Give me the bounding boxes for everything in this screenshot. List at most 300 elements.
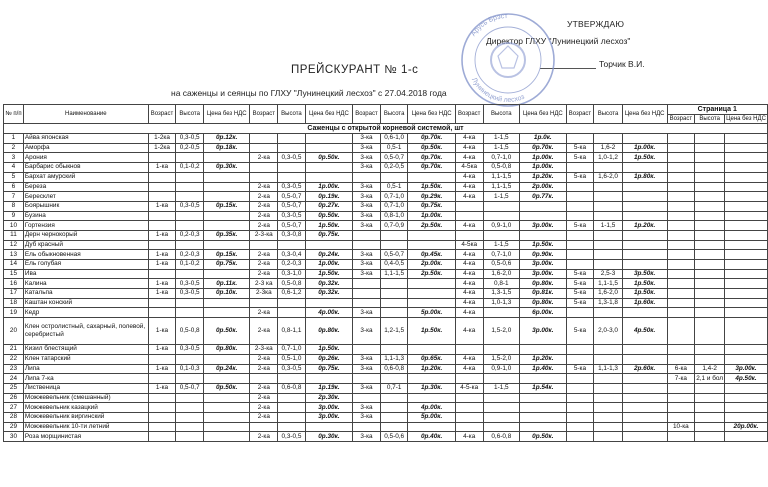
age-cell: 2-ка	[250, 364, 278, 374]
age-cell: 5-ка	[566, 143, 594, 153]
price-cell: 1р.54к.	[520, 383, 567, 393]
age-cell: 4-5ка	[455, 240, 483, 250]
height-cell: 0,3-0,8	[278, 230, 306, 240]
row-number: 22	[4, 354, 24, 364]
svg-text:Лунинецкий лесхоз	[470, 77, 526, 104]
col-header-price: Цена без НДС	[305, 105, 352, 124]
age-cell: 7-ка	[667, 374, 695, 384]
age-cell	[667, 260, 695, 270]
table-row	[4, 250, 768, 260]
row-number: 28	[4, 412, 24, 422]
col-header-age: Возраст	[566, 105, 594, 124]
height-cell	[695, 192, 725, 202]
plant-name: Можжевельник 10-ти летний	[23, 422, 148, 432]
price-cell: 0р.75к.	[203, 260, 250, 270]
age-cell	[667, 201, 695, 211]
plant-name: Ель обыкновенная	[23, 250, 148, 260]
price-cell	[203, 393, 250, 403]
height-cell: 0,6-1,0	[380, 134, 408, 144]
height-cell: 1,6-2,0	[594, 172, 622, 182]
price-cell: 0р.15к.	[203, 201, 250, 211]
svg-text:Арусь Брэст	[470, 13, 508, 38]
table-row	[4, 318, 768, 345]
age-cell	[455, 230, 483, 240]
age-cell	[566, 345, 594, 355]
official-seal-icon	[438, 6, 578, 110]
age-cell: 4-ка	[455, 260, 483, 270]
page-subtitle: на саженцы и сеянцы по ГЛХУ "Лунинецкий лесхоз" с 27.04.2018 года	[171, 88, 447, 98]
age-cell: 4-ка	[455, 192, 483, 202]
height-cell	[695, 298, 725, 308]
price-cell: 1р.50к.	[622, 153, 667, 163]
price-cell	[622, 393, 667, 403]
plant-name: Клен татарский	[23, 354, 148, 364]
price-cell: 3р.50к.	[622, 269, 667, 279]
table-row	[4, 354, 768, 364]
age-cell: 1-2ка	[148, 143, 176, 153]
price-cell: 0р.90к.	[520, 250, 567, 260]
price-cell	[203, 153, 250, 163]
price-cell	[725, 134, 768, 144]
height-cell: 0,3-0,4	[278, 250, 306, 260]
age-cell	[148, 432, 176, 442]
age-cell	[455, 374, 483, 384]
table-row	[4, 383, 768, 393]
height-cell: 0,3-0,5	[176, 134, 204, 144]
height-cell	[594, 412, 622, 422]
height-cell	[380, 279, 408, 289]
height-cell: 1,0-1,3	[483, 298, 519, 308]
age-cell	[566, 192, 594, 202]
age-cell: 5-ка	[566, 221, 594, 231]
age-cell: 1-ка	[148, 250, 176, 260]
age-cell	[566, 308, 594, 318]
age-cell	[148, 211, 176, 221]
price-cell	[520, 345, 567, 355]
price-cell: 1р.00к.	[520, 153, 567, 163]
row-number: 30	[4, 432, 24, 442]
signer-name: Торчик В.И.	[599, 59, 645, 69]
price-cell: 5р.00к.	[408, 412, 455, 422]
height-cell	[695, 308, 725, 318]
age-cell: 6-ка	[667, 364, 695, 374]
age-cell: 4-ка	[455, 364, 483, 374]
age-cell	[566, 240, 594, 250]
age-cell	[566, 422, 594, 432]
price-cell	[203, 422, 250, 432]
height-cell	[380, 412, 408, 422]
price-cell	[203, 172, 250, 182]
price-cell: 1р.20к.	[622, 221, 667, 231]
age-cell	[250, 134, 278, 144]
col-header-age: Возраст	[148, 105, 176, 124]
price-cell	[520, 374, 567, 384]
price-cell: 2р.60к.	[622, 364, 667, 374]
age-cell	[148, 172, 176, 182]
plant-name: Липа	[23, 364, 148, 374]
price-cell	[622, 240, 667, 250]
age-cell	[667, 412, 695, 422]
age-cell: 3-ка	[353, 308, 381, 318]
height-cell: 0,1-0,3	[176, 364, 204, 374]
age-cell	[667, 393, 695, 403]
plant-name: Дерн чернокорый	[23, 230, 148, 240]
age-cell: 1-2ка	[148, 134, 176, 144]
row-number: 8	[4, 201, 24, 211]
price-cell: 0р.24к.	[305, 250, 352, 260]
row-number: 15	[4, 269, 24, 279]
row-number: 14	[4, 260, 24, 270]
height-cell	[176, 221, 204, 231]
price-cell: 0р.30к.	[305, 432, 352, 442]
height-cell	[594, 163, 622, 173]
price-cell	[305, 163, 352, 173]
price-cell	[408, 422, 455, 432]
height-cell: 0,5-0,7	[176, 383, 204, 393]
price-cell	[725, 172, 768, 182]
plant-name: Аморфа	[23, 143, 148, 153]
col-header-price: Цена без НДС	[408, 105, 455, 124]
height-cell	[176, 298, 204, 308]
price-cell	[622, 182, 667, 192]
age-cell: 4-ка	[455, 182, 483, 192]
age-cell	[667, 318, 695, 345]
height-cell: 0,3-0,5	[278, 364, 306, 374]
height-cell: 1,3-1,8	[594, 298, 622, 308]
approve-label: УТВЕРЖДАЮ	[567, 19, 625, 29]
age-cell	[148, 354, 176, 364]
price-cell	[203, 211, 250, 221]
page-title: ПРЕЙСКУРАНТ № 1-с	[291, 64, 419, 76]
age-cell	[455, 403, 483, 413]
height-cell	[483, 230, 519, 240]
age-cell: 2-ка	[250, 403, 278, 413]
price-cell	[408, 345, 455, 355]
height-cell: 1,2-1,5	[380, 318, 408, 345]
age-cell: 1-ка	[148, 289, 176, 299]
price-cell: 1р.50к.	[520, 240, 567, 250]
age-cell	[566, 432, 594, 442]
price-cell	[520, 412, 567, 422]
height-cell: 0,7-1	[380, 383, 408, 393]
height-cell: 1,1-1,5	[380, 269, 408, 279]
height-cell: 0,9-1,0	[483, 221, 519, 231]
price-cell: 3р.00к.	[305, 412, 352, 422]
height-cell: 0,8-1,0	[380, 211, 408, 221]
age-cell: 4-ка	[455, 289, 483, 299]
col-header-price: Цена без НДС	[203, 105, 250, 124]
table-row	[4, 182, 768, 192]
height-cell	[278, 172, 306, 182]
age-cell	[353, 240, 381, 250]
price-cell: 2р.50к.	[408, 269, 455, 279]
height-cell	[695, 250, 725, 260]
height-cell	[695, 279, 725, 289]
row-number: 29	[4, 422, 24, 432]
height-cell	[594, 211, 622, 221]
price-cell: 2р.30к.	[305, 393, 352, 403]
row-number: 26	[4, 393, 24, 403]
height-cell	[695, 182, 725, 192]
price-cell	[725, 240, 768, 250]
row-number: 5	[4, 172, 24, 182]
price-cell: 0р.75к.	[305, 230, 352, 240]
age-cell	[667, 403, 695, 413]
height-cell	[695, 412, 725, 422]
row-number: 11	[4, 230, 24, 240]
age-cell	[353, 422, 381, 432]
row-number: 24	[4, 374, 24, 384]
price-cell: 0р.27к.	[305, 201, 352, 211]
height-cell: 1,5-2,0	[483, 318, 519, 345]
age-cell	[667, 192, 695, 202]
price-cell: 0р.15к.	[203, 250, 250, 260]
age-cell	[667, 354, 695, 364]
height-cell	[176, 374, 204, 384]
height-cell	[594, 393, 622, 403]
price-cell: 1р.50к.	[305, 221, 352, 231]
col-header-height: Высота	[483, 105, 519, 124]
row-number: 20	[4, 318, 24, 345]
price-cell	[305, 298, 352, 308]
height-cell	[695, 163, 725, 173]
price-cell: 2р.00к.	[408, 260, 455, 270]
price-cell	[203, 308, 250, 318]
age-cell	[250, 298, 278, 308]
age-cell	[455, 211, 483, 221]
age-cell: 4-ка	[455, 318, 483, 345]
price-cell: 1р.50к.	[408, 182, 455, 192]
age-cell: 3-ка	[353, 250, 381, 260]
price-cell	[520, 422, 567, 432]
height-cell: 0,3-0,5	[278, 153, 306, 163]
age-cell: 5-ка	[566, 318, 594, 345]
age-cell	[353, 298, 381, 308]
price-cell	[305, 240, 352, 250]
row-number: 27	[4, 403, 24, 413]
price-cell: 0р.50к.	[203, 383, 250, 393]
price-cell: 0р.75к.	[305, 364, 352, 374]
height-cell	[278, 422, 306, 432]
height-cell	[380, 393, 408, 403]
height-cell	[483, 211, 519, 221]
height-cell: 1,6-2	[594, 143, 622, 153]
height-cell	[594, 201, 622, 211]
age-cell: 5-ка	[566, 364, 594, 374]
col-header-age: Возраст	[353, 105, 381, 124]
plant-name: Кедр	[23, 308, 148, 318]
col-header-price: Цена без НДС	[622, 105, 667, 124]
height-cell	[594, 260, 622, 270]
price-cell	[622, 308, 667, 318]
height-cell	[278, 412, 306, 422]
height-cell: 0,7-0,9	[380, 221, 408, 231]
price-cell: 0р.70к.	[408, 163, 455, 173]
director-label: Директор ГЛХУ "Лунинецкий лесхоз"	[486, 36, 631, 46]
price-cell	[725, 383, 768, 393]
plant-name: Арония	[23, 153, 148, 163]
height-cell	[594, 403, 622, 413]
price-cell: 0р.70к.	[408, 134, 455, 144]
age-cell	[148, 192, 176, 202]
age-cell	[353, 345, 381, 355]
height-cell	[695, 143, 725, 153]
price-cell: 0р.70к.	[408, 153, 455, 163]
age-cell	[566, 393, 594, 403]
age-cell	[250, 143, 278, 153]
plant-name: Бархат амурский	[23, 172, 148, 182]
age-cell	[667, 172, 695, 182]
price-cell	[725, 260, 768, 270]
price-cell: 4р.00к.	[305, 308, 352, 318]
age-cell	[667, 163, 695, 173]
col-header-height: Высота	[380, 105, 408, 124]
price-cell	[725, 403, 768, 413]
height-cell: 0,2-0,5	[176, 143, 204, 153]
row-number: 10	[4, 221, 24, 231]
age-cell: 1-ка	[148, 279, 176, 289]
price-cell: 0р.18к.	[203, 143, 250, 153]
price-cell: 3р.00к.	[520, 260, 567, 270]
price-cell	[622, 412, 667, 422]
age-cell: 4-ка	[455, 279, 483, 289]
price-cell	[408, 230, 455, 240]
age-cell: 4-ка	[455, 269, 483, 279]
age-cell	[250, 374, 278, 384]
price-cell	[622, 260, 667, 270]
row-number: 9	[4, 211, 24, 221]
price-cell	[408, 289, 455, 299]
height-cell	[278, 403, 306, 413]
height-cell: 0,2-0,3	[176, 250, 204, 260]
price-cell: 0р.50к.	[305, 153, 352, 163]
age-cell	[455, 345, 483, 355]
price-cell: 1р.50к.	[622, 279, 667, 289]
price-cell: 1р.19к.	[305, 383, 352, 393]
height-cell	[695, 211, 725, 221]
height-cell	[176, 240, 204, 250]
price-cell: 4р.50к.	[622, 318, 667, 345]
row-number: 18	[4, 298, 24, 308]
height-cell	[380, 172, 408, 182]
price-cell: 3р.00к.	[305, 403, 352, 413]
plant-name: Можжевельник (смешанный)	[23, 393, 148, 403]
price-cell: 1р.00к.	[622, 143, 667, 153]
price-cell	[725, 279, 768, 289]
age-cell	[566, 230, 594, 240]
age-cell: 10-ка	[667, 422, 695, 432]
table-row	[4, 260, 768, 270]
age-cell: 2-ка	[250, 221, 278, 231]
height-cell: 1,3-1,5	[483, 289, 519, 299]
age-cell: 2-ка	[250, 250, 278, 260]
price-cell	[725, 230, 768, 240]
age-cell	[667, 143, 695, 153]
age-cell	[566, 250, 594, 260]
price-cell	[725, 354, 768, 364]
plant-name: Кизил блестящий	[23, 345, 148, 355]
row-number: 2	[4, 143, 24, 153]
age-cell: 4-ка	[455, 354, 483, 364]
height-cell: 0,5-0,6	[380, 432, 408, 442]
height-cell: 0,3-0,5	[278, 182, 306, 192]
height-cell: 0,6-0,8	[278, 383, 306, 393]
height-cell: 2,0-3,0	[594, 318, 622, 345]
table-row	[4, 374, 768, 384]
table-row	[4, 422, 768, 432]
price-cell	[203, 269, 250, 279]
table-row	[4, 240, 768, 250]
age-cell	[667, 182, 695, 192]
age-cell	[148, 153, 176, 163]
page-number-label: Страница 1	[667, 105, 768, 115]
height-cell: 1,1-1,5	[483, 172, 519, 182]
price-cell: 1р.00к.	[305, 260, 352, 270]
price-cell: 1р.50к.	[305, 269, 352, 279]
price-cell: 0р.35к.	[203, 230, 250, 240]
price-cell	[520, 403, 567, 413]
plant-name: Клен остролистный, сахарный, полевой, серебристый	[23, 318, 148, 345]
price-cell	[408, 374, 455, 384]
price-cell	[520, 211, 567, 221]
age-cell: 2-ка	[250, 432, 278, 442]
price-cell	[725, 250, 768, 260]
price-cell	[725, 143, 768, 153]
height-cell: 0,5-0,7	[278, 221, 306, 231]
row-number: 17	[4, 289, 24, 299]
price-cell	[203, 240, 250, 250]
height-cell: 0,5-0,7	[380, 250, 408, 260]
height-cell: 1,1-1,3	[380, 354, 408, 364]
price-cell	[725, 211, 768, 221]
height-cell	[695, 422, 725, 432]
age-cell	[566, 403, 594, 413]
price-cell: 0р.19к.	[305, 192, 352, 202]
price-cell: 2р.50к.	[408, 221, 455, 231]
price-cell	[725, 163, 768, 173]
age-cell	[148, 182, 176, 192]
table-row	[4, 153, 768, 163]
age-cell	[566, 354, 594, 364]
table-row	[4, 345, 768, 355]
age-cell	[353, 393, 381, 403]
age-cell	[667, 250, 695, 260]
price-cell: 20р.00к.	[725, 422, 768, 432]
height-cell	[278, 308, 306, 318]
col-header-no: № п/п	[4, 105, 24, 124]
price-cell	[725, 345, 768, 355]
price-cell: 4р.50к.	[725, 374, 768, 384]
col-header-age: Возраст	[250, 105, 278, 124]
height-cell: 0,5-0,8	[278, 279, 306, 289]
age-cell	[566, 163, 594, 173]
height-cell	[176, 403, 204, 413]
age-cell: 3-ка	[353, 260, 381, 270]
table-row	[4, 134, 768, 144]
height-cell	[483, 201, 519, 211]
table-row	[4, 269, 768, 279]
height-cell	[483, 422, 519, 432]
height-cell: 1,4-2	[695, 364, 725, 374]
age-cell	[148, 422, 176, 432]
row-number: 16	[4, 279, 24, 289]
table-row	[4, 201, 768, 211]
age-cell: 3-ка	[353, 143, 381, 153]
age-cell	[667, 279, 695, 289]
height-cell	[176, 422, 204, 432]
height-cell: 0,2-0,3	[176, 230, 204, 240]
price-cell: 0р.80к.	[520, 279, 567, 289]
